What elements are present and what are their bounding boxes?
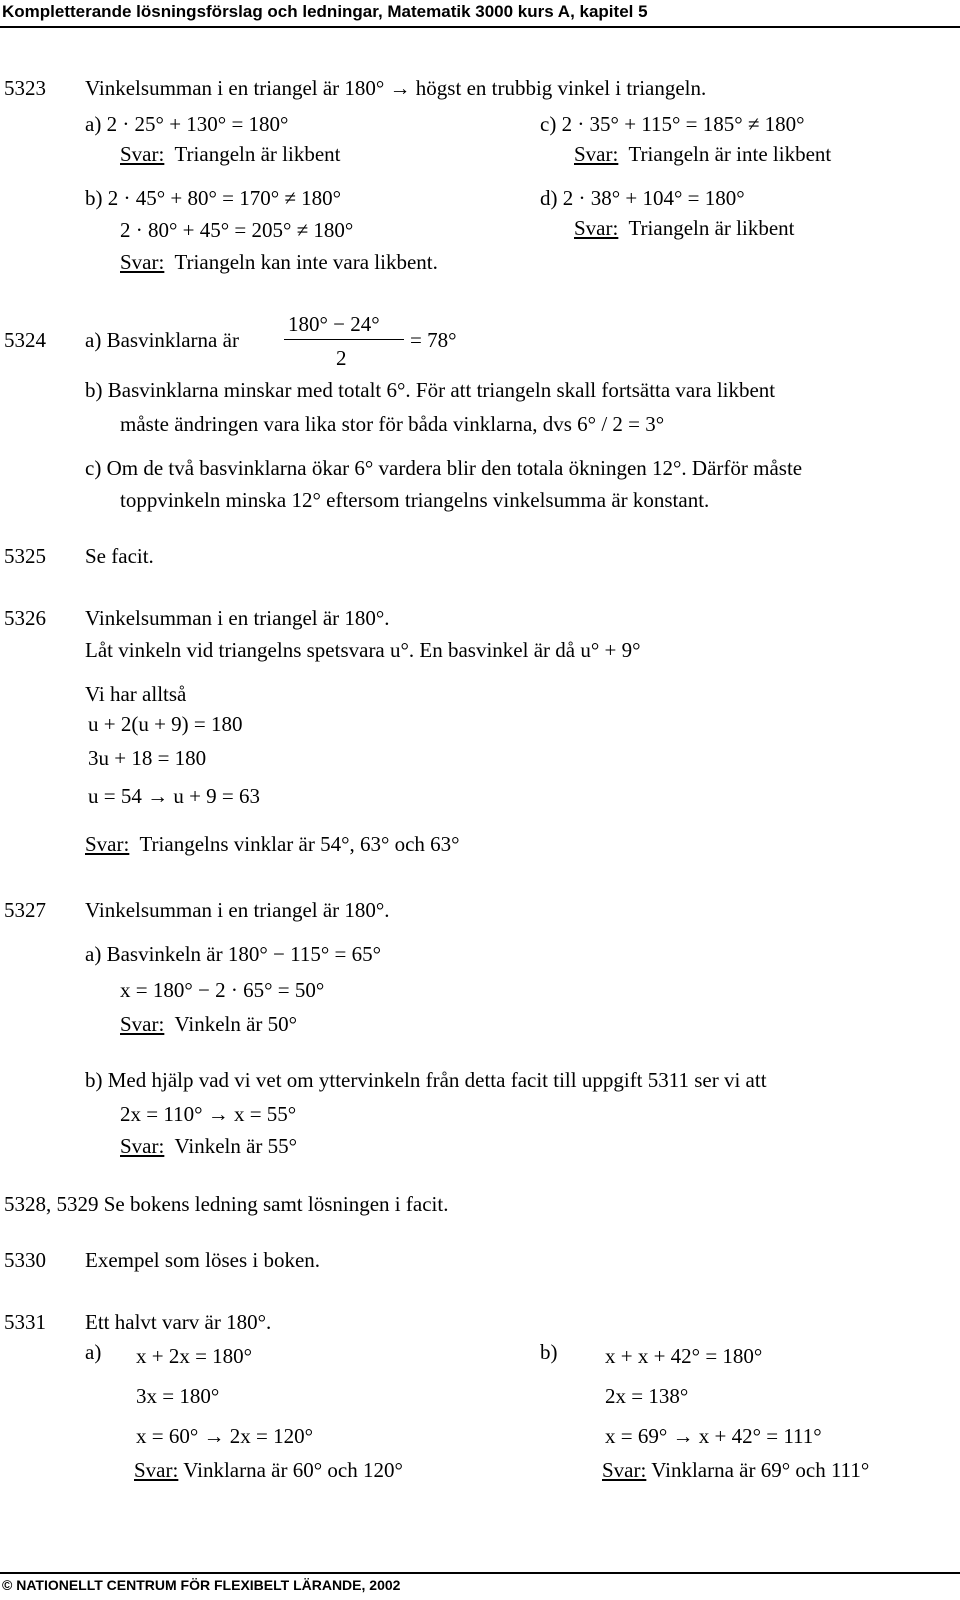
- problem-number: 5324: [4, 328, 46, 352]
- equation: d) 2 · 38° + 104° = 180°: [540, 186, 745, 210]
- problem-number: 5325: [4, 544, 46, 568]
- paragraph-line: c) Om de två basvinklarna ökar 6° vardera blir den totala ökningen 12°. Därför måste: [85, 456, 803, 480]
- equation: 2 · 80° + 45° = 205° ≠ 180°: [120, 218, 354, 242]
- problem-number: 5331: [4, 1310, 46, 1334]
- problem-number-and-text: [4, 1194, 448, 1215]
- answer-text: Triangeln är likbent: [174, 142, 341, 166]
- problem-text: Se bokens ledning samt lösningen i facit.: [103, 1192, 449, 1216]
- equation: 3x = 180°: [136, 1384, 220, 1408]
- problem-text: Exempel som löses i boken.: [85, 1248, 321, 1272]
- fraction-bar: [284, 339, 404, 340]
- svar-label: Svar:: [602, 1458, 647, 1482]
- equation: x = 180° − 2 · 65° = 50°: [120, 978, 325, 1002]
- answer-text: Triangelns vinklar är 54°, 63° och 63°: [139, 832, 460, 856]
- answer-line: [120, 1014, 297, 1035]
- svar-label: Svar:: [120, 142, 165, 166]
- paragraph-line: Vi har alltså: [85, 682, 187, 706]
- svar-label: Svar:: [134, 1458, 179, 1482]
- problem-intro: Ett halvt varv är 180°.: [85, 1310, 272, 1334]
- answer-line: [120, 252, 438, 273]
- answer-line: [85, 834, 460, 855]
- equation: 2x = 138°: [605, 1384, 689, 1408]
- paragraph-line: b) Med hjälp vad vi vet om yttervinkeln från detta facit till uppgift 5311 ser vi att: [85, 1068, 767, 1092]
- equation: a) 2 · 25° + 130° = 180°: [85, 112, 289, 136]
- equation: 2x = 110° → x = 55°: [120, 1102, 297, 1126]
- svar-label: Svar:: [85, 832, 130, 856]
- footer-rule: [0, 1572, 960, 1574]
- equation: c) 2 · 35° + 115° = 185° ≠ 180°: [540, 112, 805, 136]
- svar-label: Svar:: [120, 250, 165, 274]
- problem-number: 5326: [4, 606, 46, 630]
- equation: b) 2 · 45° + 80° = 170° ≠ 180°: [85, 186, 342, 210]
- svar-label: Svar:: [120, 1134, 165, 1158]
- equation-label: a) Basvinklarna är: [85, 328, 239, 352]
- answer-text: Triangeln kan inte vara likbent.: [174, 250, 438, 274]
- problem-text: Se facit.: [85, 544, 154, 568]
- paragraph-line: toppvinkeln minska 12° eftersom triangelns vinkelsumma är konstant.: [120, 488, 710, 512]
- equation: u + 2(u + 9) = 180: [88, 712, 243, 736]
- equation: x = 60° → 2x = 120°: [136, 1424, 313, 1448]
- answer-text: Triangeln är likbent: [628, 216, 795, 240]
- answer-line: [120, 144, 340, 165]
- answer-line: [134, 1460, 403, 1481]
- answer-text: Vinkeln är 50°: [174, 1012, 298, 1036]
- sub-label: a): [85, 1340, 102, 1364]
- problem-number: 5327: [4, 898, 46, 922]
- page-header: Kompletterande lösningsförslag och ledningar, Matematik 3000 kurs A, kapitel 5: [2, 2, 648, 21]
- svar-label: Svar:: [574, 142, 619, 166]
- paragraph-line: Låt vinkeln vid triangelns spetsvara u°. En basvinkel är då u° + 9°: [85, 638, 641, 662]
- answer-text: Vinkeln är 55°: [174, 1134, 298, 1158]
- problem-intro: Vinkelsumman i en triangel är 180° → högst en trubbig vinkel i triangeln.: [85, 76, 707, 100]
- fraction-numerator: 180° − 24°: [288, 312, 380, 336]
- equation: 3u + 18 = 180: [88, 746, 207, 770]
- answer-text: Vinklarna är 60° och 120°: [183, 1458, 403, 1482]
- equation-result: = 78°: [410, 328, 457, 352]
- problem-number: 5328, 5329: [4, 1192, 99, 1216]
- header-rule: [0, 26, 960, 28]
- equation: a) Basvinkeln är 180° − 115° = 65°: [85, 942, 381, 966]
- equation: x + x + 42° = 180°: [605, 1344, 763, 1368]
- paragraph-line: måste ändringen vara lika stor för båda vinklarna, dvs 6° / 2 = 3°: [120, 412, 665, 436]
- problem-number: 5330: [4, 1248, 46, 1272]
- equation: u = 54 → u + 9 = 63: [88, 784, 261, 808]
- svar-label: Svar:: [120, 1012, 165, 1036]
- paragraph-line: Vinkelsumman i en triangel är 180°.: [85, 606, 390, 630]
- paragraph-line: b) Basvinklarna minskar med totalt 6°. För att triangeln skall fortsätta vara likbent: [85, 378, 776, 402]
- problem-number: 5323: [4, 76, 46, 100]
- page-footer: © NATIONELLT CENTRUM FÖR FLEXIBELT LÄRANDE, 2002: [2, 1577, 401, 1593]
- equation: x + 2x = 180°: [136, 1344, 253, 1368]
- svar-label: Svar:: [574, 216, 619, 240]
- answer-line: [574, 218, 794, 239]
- answer-text: Triangeln är inte likbent: [628, 142, 832, 166]
- equation: x = 69° → x + 42° = 111°: [605, 1424, 822, 1448]
- answer-line: [120, 1136, 297, 1157]
- problem-intro: Vinkelsumman i en triangel är 180°.: [85, 898, 390, 922]
- answer-line: [602, 1460, 869, 1481]
- fraction-denominator: 2: [336, 346, 347, 370]
- sub-label: b): [540, 1340, 558, 1364]
- answer-line: [574, 144, 831, 165]
- answer-text: Vinklarna är 69° och 111°: [651, 1458, 870, 1482]
